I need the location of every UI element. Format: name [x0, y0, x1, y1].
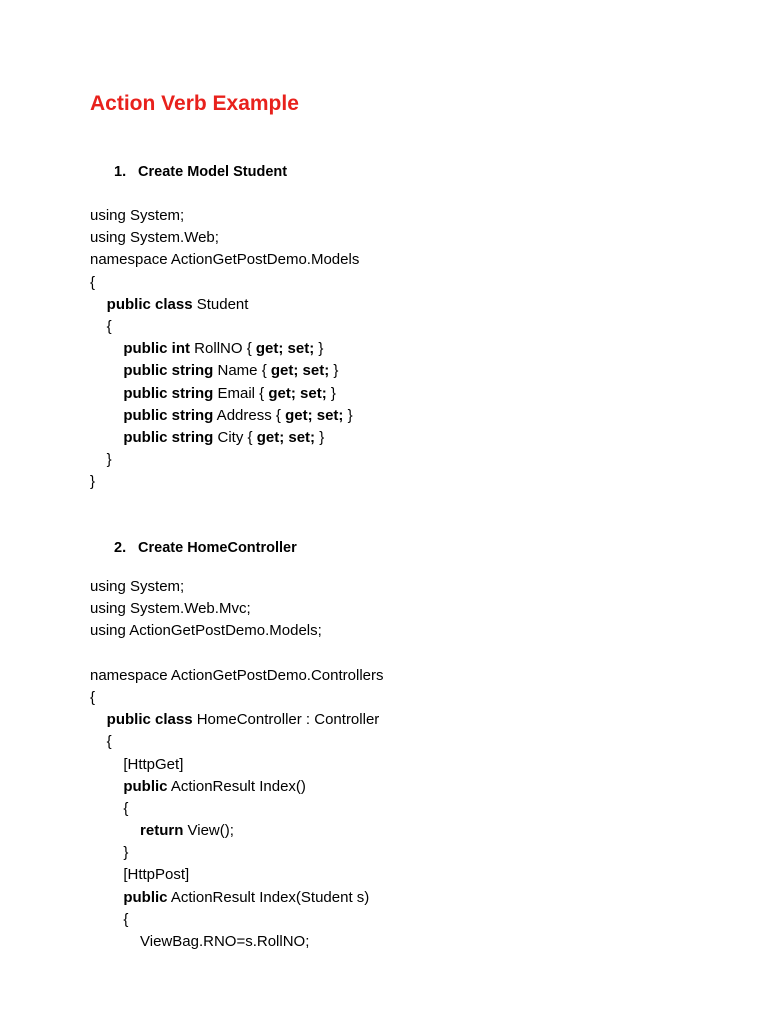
section-heading-controller	[114, 540, 297, 556]
code-text: }	[329, 362, 339, 380]
code-text: Email {	[213, 384, 269, 402]
code-line	[90, 731, 384, 753]
code-line	[90, 383, 359, 405]
code-keyword: public class	[106, 711, 193, 729]
code-line	[90, 909, 384, 931]
code-text: ActionResult Index(Student s)	[167, 888, 370, 906]
code-text: using	[90, 622, 126, 640]
code-line	[90, 931, 384, 953]
code-text: Name {	[213, 362, 271, 380]
code-keyword: public	[123, 888, 168, 906]
code-text: [HttpPost]	[90, 866, 190, 884]
code-line	[90, 205, 359, 227]
code-keyword: public int	[123, 340, 191, 358]
code-keyword: public string	[123, 362, 214, 380]
code-text: ActionGetPostDemo.Controllers	[167, 666, 384, 684]
code-text: ActionResult Index()	[167, 777, 306, 795]
code-line	[90, 864, 384, 886]
code-text: HomeController : Controller	[192, 711, 380, 729]
section-heading-text: Create HomeController	[138, 540, 297, 556]
code-text: {	[90, 273, 96, 291]
code-text	[90, 711, 107, 728]
code-block-model	[90, 205, 359, 493]
code-text: {	[90, 733, 112, 751]
code-line	[90, 754, 384, 776]
code-text: Student	[192, 295, 249, 313]
code-text: ActionGetPostDemo.Models;	[125, 622, 322, 640]
code-text: using	[90, 207, 126, 224]
code-text: }	[326, 384, 336, 402]
section-heading-text: Create Model Student	[138, 164, 288, 180]
code-line	[90, 227, 359, 249]
code-line	[90, 294, 359, 316]
code-text: View();	[183, 822, 234, 840]
code-text: {	[90, 317, 112, 335]
code-text: System.Web;	[125, 229, 219, 247]
code-keyword: public string	[123, 406, 214, 424]
code-keyword: return	[140, 822, 184, 840]
code-keyword: public	[123, 777, 168, 795]
code-line	[90, 842, 384, 864]
code-text: using	[90, 229, 126, 247]
code-text	[90, 362, 123, 379]
code-line	[90, 887, 384, 909]
section-number: 1.	[114, 164, 127, 180]
code-text: namespace	[90, 251, 168, 269]
code-text: }	[314, 340, 324, 358]
code-line	[90, 576, 384, 598]
code-text: }	[90, 451, 112, 469]
code-text	[90, 822, 140, 839]
code-text	[90, 296, 107, 313]
code-text: {	[90, 910, 129, 928]
code-block-controller	[90, 576, 384, 953]
code-line	[90, 643, 384, 665]
code-text: }	[315, 428, 325, 446]
code-text	[90, 340, 123, 357]
code-keyword: public class	[106, 295, 193, 313]
section-number: 2.	[114, 540, 127, 556]
code-keyword: public string	[123, 428, 214, 446]
code-text: ViewBag.RNO=s.RollNO;	[90, 933, 310, 950]
code-line	[90, 687, 384, 709]
code-line	[90, 427, 359, 449]
code-line	[90, 338, 359, 360]
code-text: City {	[213, 428, 257, 446]
code-text: Address {	[213, 406, 286, 424]
code-text	[90, 385, 123, 402]
code-keyword: get; set;	[268, 384, 327, 402]
code-text: [HttpGet]	[90, 755, 184, 773]
code-text	[90, 407, 123, 424]
code-text: }	[343, 406, 353, 424]
code-text	[90, 889, 123, 906]
code-line	[90, 405, 359, 427]
code-keyword: get; set;	[270, 362, 330, 380]
code-text: }	[90, 844, 129, 862]
code-text: System;	[125, 578, 185, 595]
code-text: ActionGetPostDemo.Models	[167, 251, 360, 269]
code-line	[90, 820, 384, 842]
code-line	[90, 249, 359, 271]
code-text: {	[90, 688, 96, 706]
page-title: Action Verb Example	[90, 92, 299, 115]
code-line	[90, 449, 359, 471]
code-text: namespace	[90, 666, 168, 684]
code-line	[90, 316, 359, 338]
code-text	[90, 778, 123, 795]
code-line	[90, 709, 384, 731]
code-line	[90, 776, 384, 798]
code-text: System;	[125, 207, 185, 224]
code-line	[90, 360, 359, 382]
code-line	[90, 665, 384, 687]
code-line	[90, 620, 384, 642]
code-keyword: get; set;	[285, 406, 344, 424]
code-line	[90, 272, 359, 294]
code-text: using	[90, 578, 126, 595]
code-keyword: get; set;	[255, 340, 315, 358]
code-line	[90, 798, 384, 820]
code-keyword: get; set;	[256, 428, 316, 446]
code-text: RollNO {	[190, 340, 256, 358]
code-line	[90, 598, 384, 620]
code-line	[90, 471, 359, 493]
code-text: System.Web.Mvc;	[125, 600, 251, 618]
code-text	[90, 429, 123, 446]
code-keyword: public string	[123, 384, 214, 402]
code-text: using	[90, 600, 126, 618]
section-heading-model	[114, 164, 287, 180]
code-text: }	[90, 473, 96, 491]
code-text: {	[90, 799, 129, 817]
